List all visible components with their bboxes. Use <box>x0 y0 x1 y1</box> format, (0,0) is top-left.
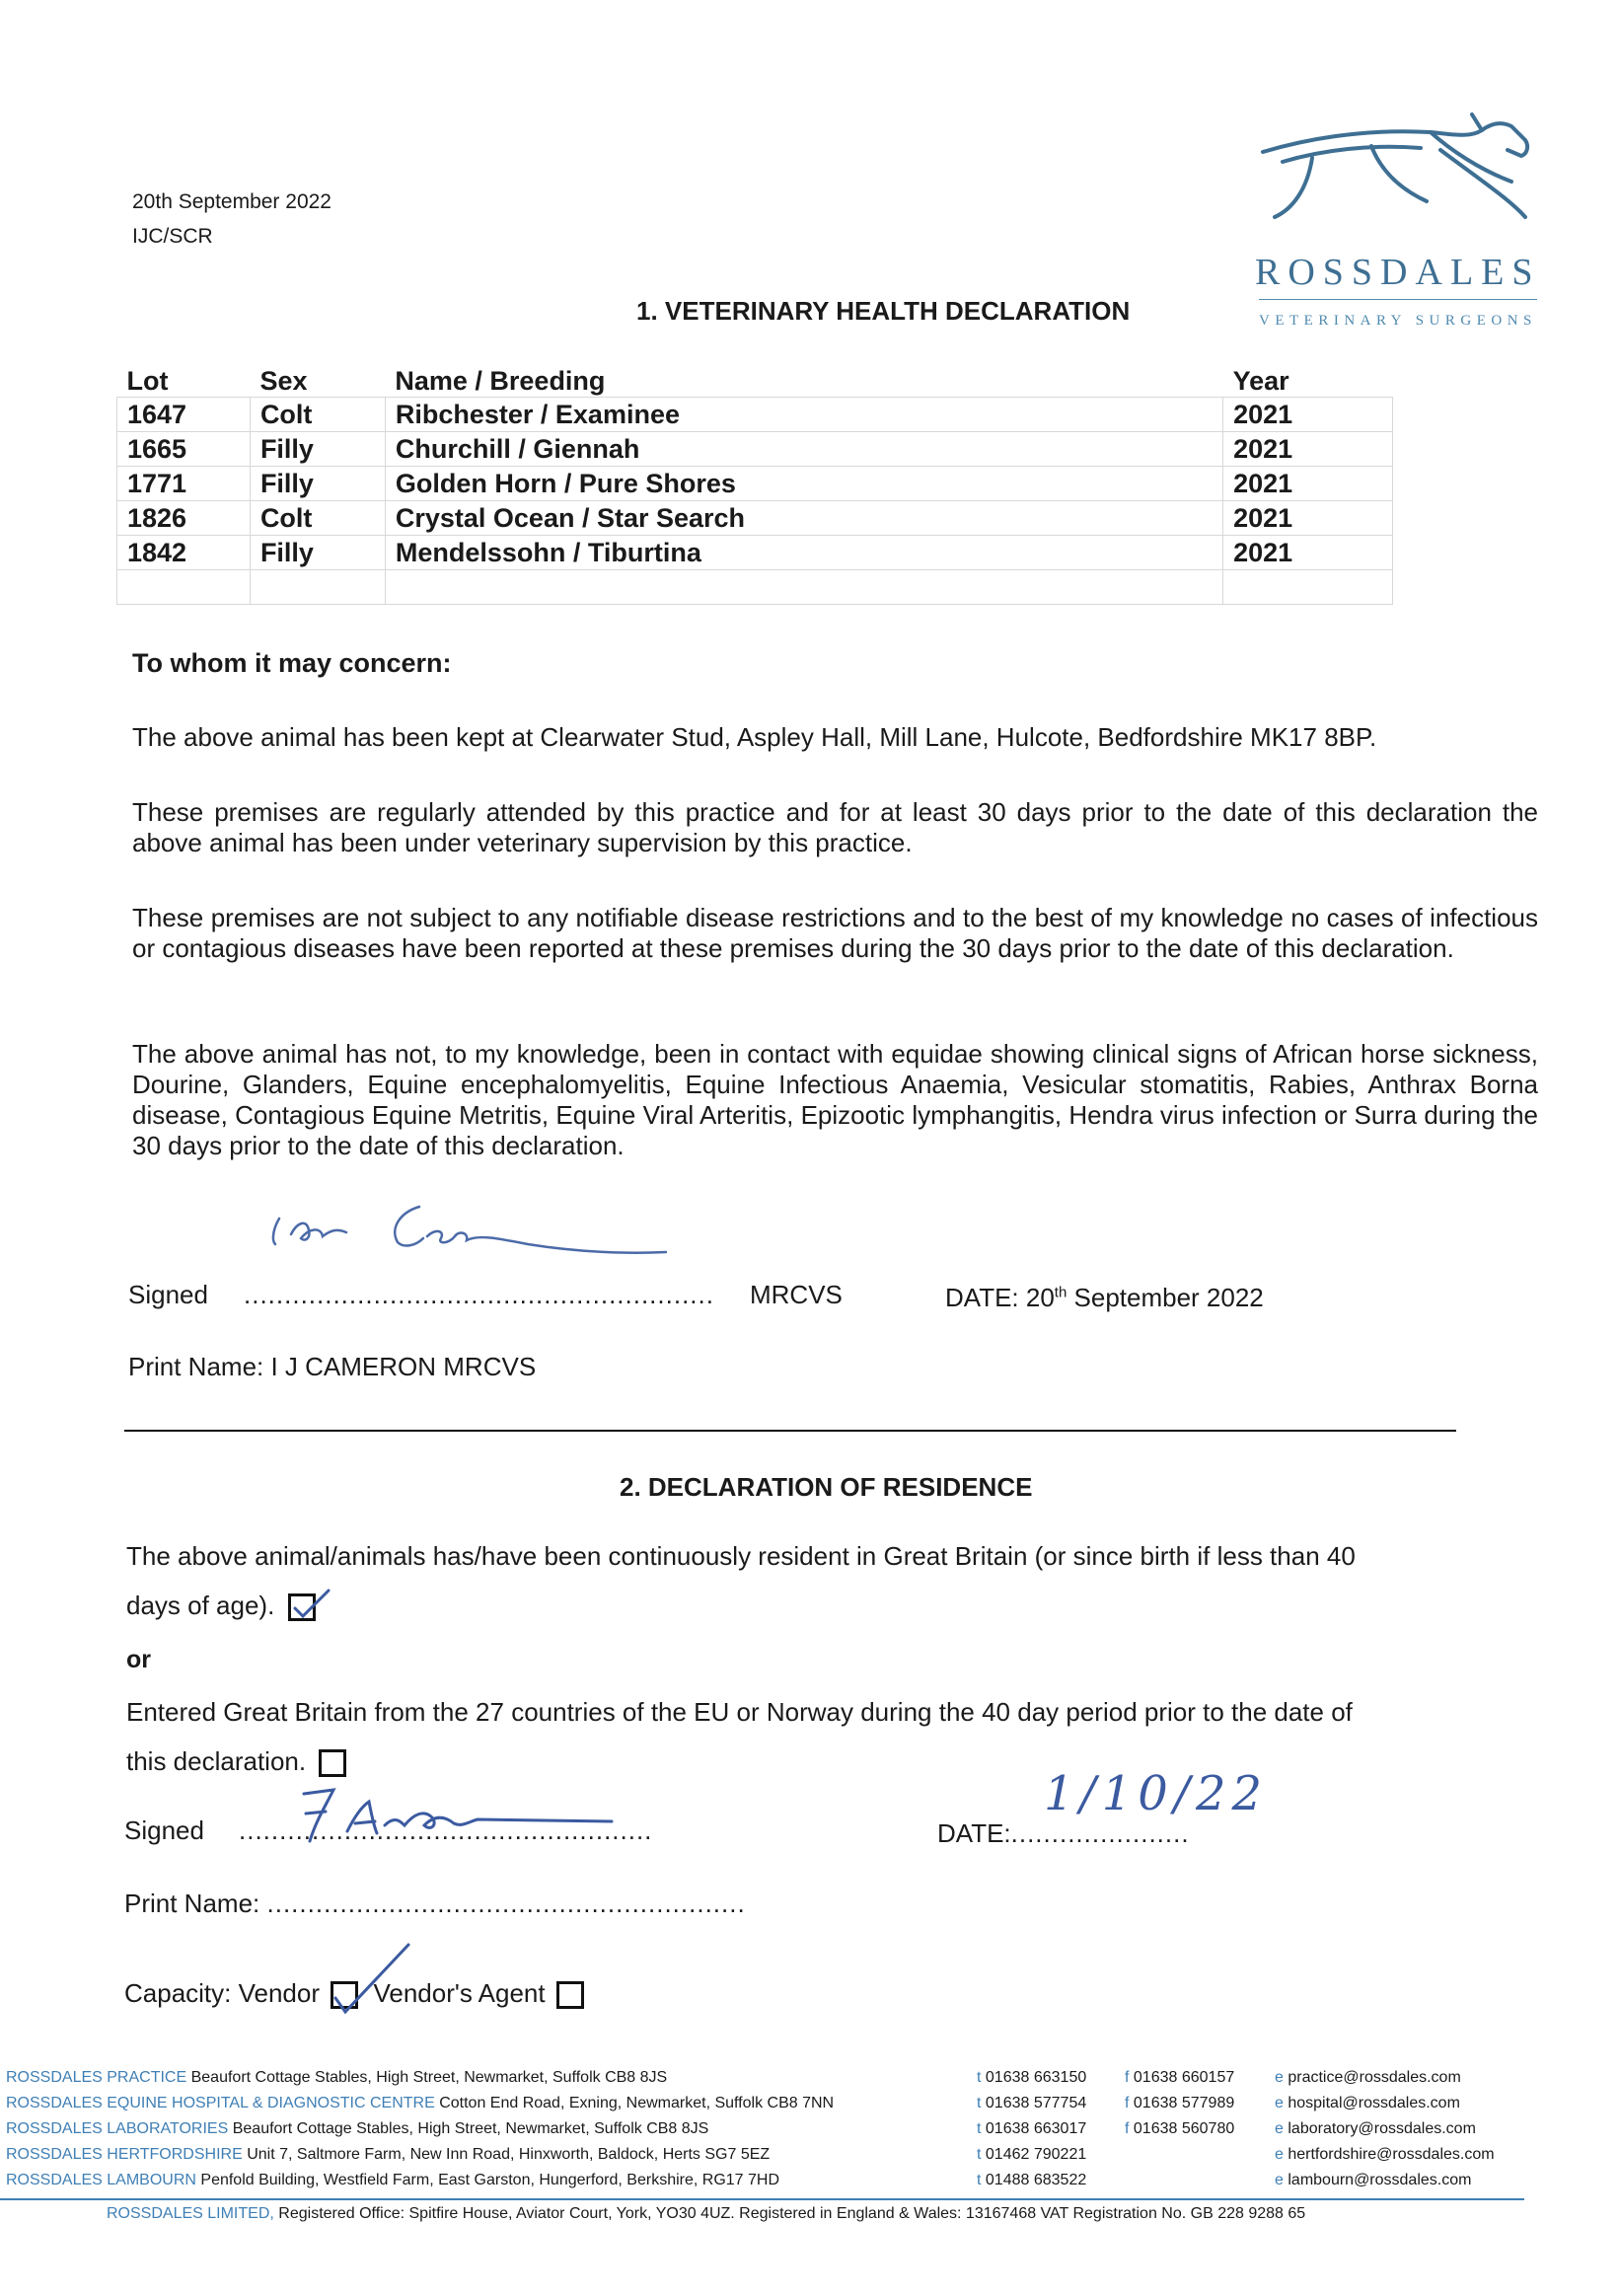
capacity-label: Capacity: Vendor <box>124 1978 321 2008</box>
salutation: To whom it may concern: <box>132 648 452 678</box>
year-cell: 2021 <box>1223 432 1393 467</box>
footer-tel: t 01638 663017 <box>977 2120 1087 2137</box>
footer-fax: f 01638 560780 <box>1125 2120 1235 2137</box>
footer-email: e laboratory@rossdales.com <box>1275 2120 1476 2137</box>
column-header: Sex <box>250 363 385 398</box>
sex-cell: Colt <box>250 398 385 432</box>
vendor-signature-line[interactable]: ................................................... <box>239 1815 653 1845</box>
mrcvs-suffix: MRCVS <box>750 1280 843 1309</box>
residence-option2-line1: Entered Great Britain from the 27 countries of the EU or Norway during the 40 day period prior to the date of <box>126 1697 1353 1727</box>
vet-signature <box>261 1189 676 1268</box>
footer-tel: t 01488 683522 <box>977 2172 1087 2188</box>
column-header: Lot <box>117 363 251 398</box>
lot-cell: 1826 <box>117 501 251 536</box>
table-header-row <box>117 363 1393 398</box>
sex-cell: Filly <box>250 432 385 467</box>
vendor-date-row <box>937 1818 1190 1849</box>
residence-option1-line2: days of age). <box>126 1591 275 1620</box>
lot-cell: 1647 <box>117 398 251 432</box>
horse-logo-icon <box>1253 111 1549 229</box>
lot-cell: 1842 <box>117 536 251 570</box>
footer-email: e hospital@rossdales.com <box>1275 2095 1460 2111</box>
check-mark-icon <box>330 1941 418 2020</box>
footer-divider <box>0 2198 1524 2200</box>
paragraph-supervision: These premises are regularly attended by this practice and for at least 30 days prior to the date of this declaration the above animal has been under veterinary supervision by this practice. <box>132 797 1538 857</box>
lot-cell: 1771 <box>117 467 251 501</box>
sex-cell: Filly <box>250 536 385 570</box>
paragraph-contact: The above animal has not, to my knowledge, been in contact with equidae showing clinical signs of African horse sickness, Dourine, Glanders, Equine encephalomyelitis, Equine Infectious Anaemia, Vesicular stomatitis, Rabies, Anthrax Borna disease, Contagious Equine Metritis, Equine Viral Arteritis, Epizootic lymphangitis, Hendra virus infection or Surra during the 30 days prior to the date of this declaration. <box>132 1039 1538 1160</box>
breeding-cell: Churchill / Giennah <box>385 432 1222 467</box>
vendor-signed-label: Signed <box>124 1815 204 1845</box>
column-header: Name / Breeding <box>385 363 1222 398</box>
paragraph-restrictions: These premises are not subject to any notifiable disease restrictions and to the best of my knowledge no cases of infectious or contagious diseases have been reported at these premises during the 30 days prior to the date of this declaration. <box>132 903 1538 963</box>
residence-option1-line1: The above animal/animals has/have been continuously resident in Great Britain (or since birth if less than 40 <box>126 1541 1356 1571</box>
breeding-cell: Ribchester / Examinee <box>385 398 1222 432</box>
vendor-print-line[interactable]: ........................................................... <box>266 1889 746 1918</box>
section2-title: 2. DECLARATION OF RESIDENCE <box>620 1472 1033 1502</box>
vendor-date-handwritten: 1/10/22 <box>1044 1766 1269 1821</box>
footer-office-row: ROSSDALES LABORATORIES Beaufort Cottage Stables, High Street, Newmarket, Suffolk CB8 8JS <box>6 2120 709 2137</box>
vendor-checkbox[interactable] <box>331 1981 358 2009</box>
letter-reference: IJC/SCR <box>132 225 213 248</box>
residence-option2-line2: this declaration. <box>126 1746 307 1776</box>
breeding-cell: Golden Horn / Pure Shores <box>385 467 1222 501</box>
table-row <box>117 467 1393 501</box>
footer-tel: t 01638 577754 <box>977 2095 1087 2111</box>
breeding-cell: Crystal Ocean / Star Search <box>385 501 1222 536</box>
vet-declaration-date: DATE: 20th September 2022 <box>945 1283 1264 1312</box>
vendor-print-label: Print Name: <box>124 1889 260 1918</box>
footer-email: e lambourn@rossdales.com <box>1275 2172 1472 2188</box>
breeding-cell: Mendelssohn / Tiburtina <box>385 536 1222 570</box>
lots-table <box>116 363 1393 605</box>
resident-checkbox[interactable] <box>288 1593 316 1621</box>
footer-fax: f 01638 577989 <box>1125 2095 1235 2111</box>
year-cell: 2021 <box>1223 536 1393 570</box>
capacity-row <box>124 1978 584 2009</box>
footer-office-row: ROSSDALES EQUINE HOSPITAL & DIAGNOSTIC CENTRE Cotton End Road, Exning, Newmarket, Suffolk CB8 7NN <box>6 2095 835 2111</box>
or-label: or <box>126 1646 151 1673</box>
vet-signed-label: Signed <box>128 1280 208 1309</box>
logo-wordmark: ROSSDALES <box>1255 252 1541 293</box>
vendor-date-label: DATE: <box>937 1818 1011 1848</box>
footer-office-row: ROSSDALES HERTFORDSHIRE Unit 7, Saltmore Farm, New Inn Road, Hinxworth, Baldock, Herts SG7 5EZ <box>6 2146 771 2163</box>
footer-tel: t 01462 790221 <box>977 2146 1087 2163</box>
entered-checkbox[interactable] <box>319 1749 346 1777</box>
section-divider <box>124 1430 1456 1432</box>
footer-email: e hertfordshire@rossdales.com <box>1275 2146 1495 2163</box>
column-header: Year <box>1223 363 1393 398</box>
residence-option2 <box>126 1746 346 1777</box>
rossdales-logo <box>1253 111 1549 347</box>
table-row <box>117 501 1393 536</box>
footer-office-row: ROSSDALES PRACTICE Beaufort Cottage Stables, High Street, Newmarket, Suffolk CB8 8JS <box>6 2069 668 2086</box>
footer-tel: t 01638 663150 <box>977 2069 1087 2086</box>
table-row-empty <box>117 570 1393 605</box>
table-row <box>117 432 1393 467</box>
table-row <box>117 536 1393 570</box>
vendor-print-row <box>124 1889 746 1919</box>
vendor-date-line[interactable]: ...................... <box>1010 1818 1190 1848</box>
logo-divider <box>1259 299 1537 300</box>
letter-date: 20th September 2022 <box>132 190 331 213</box>
footer-registered: ROSSDALES LIMITED, Registered Office: Spitfire House, Aviator Court, York, YO30 4UZ. Registered in England & Wales: 13167468 VAT Registration No. GB 228 9288 65 <box>107 2205 1306 2222</box>
table-row <box>117 398 1393 432</box>
year-cell: 2021 <box>1223 467 1393 501</box>
section1-title: 1. VETERINARY HEALTH DECLARATION <box>636 296 1131 326</box>
check-mark-icon <box>289 1587 332 1622</box>
footer-fax: f 01638 660157 <box>1125 2069 1235 2086</box>
vet-print-name: Print Name: I J CAMERON MRCVS <box>128 1352 537 1381</box>
year-cell: 2021 <box>1223 501 1393 536</box>
vendors-agent-label: Vendor's Agent <box>373 1978 546 2008</box>
vendors-agent-checkbox[interactable] <box>556 1981 584 2009</box>
footer-office-row: ROSSDALES LAMBOURN Penfold Building, Westfield Farm, East Garston, Hungerford, Berkshire, RG17 7HD <box>6 2172 780 2188</box>
lot-cell: 1665 <box>117 432 251 467</box>
footer-email: e practice@rossdales.com <box>1275 2069 1461 2086</box>
vet-signature-line: .......................................................... <box>244 1280 714 1309</box>
sex-cell: Colt <box>250 501 385 536</box>
year-cell: 2021 <box>1223 398 1393 432</box>
residence-option1 <box>126 1591 316 1621</box>
sex-cell: Filly <box>250 467 385 501</box>
logo-tagline: VETERINARY SURGEONS <box>1259 313 1537 329</box>
paragraph-premises: The above animal has been kept at Clearwater Stud, Aspley Hall, Mill Lane, Hulcote, Bedfordshire MK17 8BP. <box>132 722 1377 752</box>
